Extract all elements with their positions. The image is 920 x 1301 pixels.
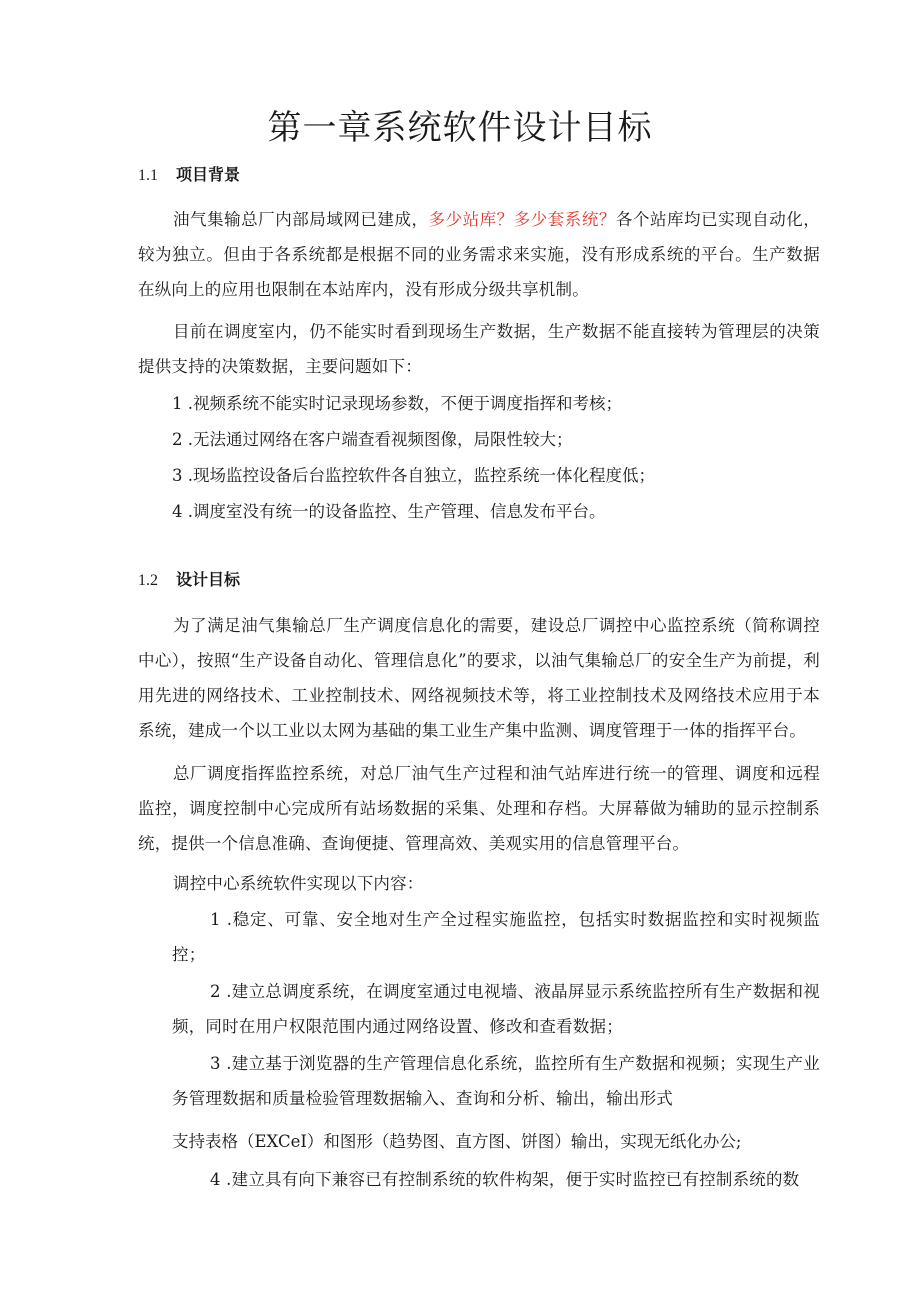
- paragraph-text: 油气集输总厂内部局域网已建成，: [173, 210, 429, 229]
- paragraph-software-content: 调控中心系统软件实现以下内容：: [173, 874, 424, 893]
- section-number: 1.1: [138, 167, 158, 184]
- section-heading-1-1: [138, 162, 240, 185]
- goal-item-2: 2 .建立总调度系统，在调度室通过电视墙、液晶屏显示系统监控所有生产数据和视频，同时在用户权限范围内通过网络设置、修改和查看数据；: [172, 982, 820, 1036]
- goal-item-3-continued: 支持表格（EXCeI）和图形（趋势图、直方图、饼图）输出，实现无纸化办公;: [172, 1132, 742, 1151]
- list-item: 1 .视频系统不能实时记录现场参数，不便于调度指挥和考核；: [172, 394, 622, 413]
- paragraph-background: [138, 202, 820, 307]
- paragraph-design-goal: 为了满足油气集输总厂生产调度信息化的需要，建设总厂调控中心监控系统（简称调控中心），按照“生产设备自动化、管理信息化”的要求，以油气集输总厂的安全生产为前提，利用先进的网络技术、工业控制技术、网络视频技术等，将工业控制技术及网络技术应用于本系统，建成一个以工业以太网为基础的集工业生产集中监测、调度管理于一体的指挥平台。: [138, 616, 820, 740]
- highlighted-question: 多少站库？多少套系统？: [428, 210, 616, 229]
- page-title: 第一章系统软件设计目标: [267, 108, 653, 148]
- paragraph-text: 各个站库均已实现自动化，较为独立。但由于各系统都是根据不同的业务需求来实施，没有形成系统的平台。生产数据在纵向上的应用也限制在本站库内，没有形成分级共享机制。: [138, 210, 821, 299]
- list-item: 2 .无法通过网络在客户端查看视频图像，局限性较大；: [172, 430, 573, 449]
- section-heading-1-2: [138, 567, 240, 590]
- paragraph-monitoring-system: 总厂调度指挥监控系统，对总厂油气生产过程和油气站库进行统一的管理、调度和远程监控，调度控制中心完成所有站场数据的采集、处理和存档。大屏幕做为辅助的显示控制系统，提供一个信息准确、查询便捷、管理高效、美观实用的信息管理平台。: [138, 764, 820, 853]
- goal-item-4: 4 .建立具有向下兼容已有控制系统的软件构架，便于实时监控已有控制系统的数: [210, 1170, 800, 1189]
- section-title: 设计目标: [176, 570, 241, 589]
- list-item: 3 .现场监控设备后台监控软件各自独立，监控系统一体化程度低；: [172, 466, 655, 485]
- section-number: 1.2: [138, 572, 158, 589]
- goal-item-1: 1 .稳定、可靠、安全地对生产全过程实施监控，包括实时数据监控和实时视频监控；: [172, 910, 820, 964]
- list-item: 4 .调度室没有统一的设备监控、生产管理、信息发布平台。: [172, 502, 606, 521]
- section-title: 项目背景: [176, 165, 241, 184]
- paragraph-current-issues: 目前在调度室内，仍不能实时看到现场生产数据，生产数据不能直接转为管理层的决策提供支持的决策数据，主要问题如下：: [138, 322, 820, 376]
- goal-item-3: 3 .建立基于浏览器的生产管理信息化系统，监控所有生产数据和视频；实现生产业务管理数据和质量检验管理数据输入、查询和分析、输出，输出形式: [172, 1054, 820, 1108]
